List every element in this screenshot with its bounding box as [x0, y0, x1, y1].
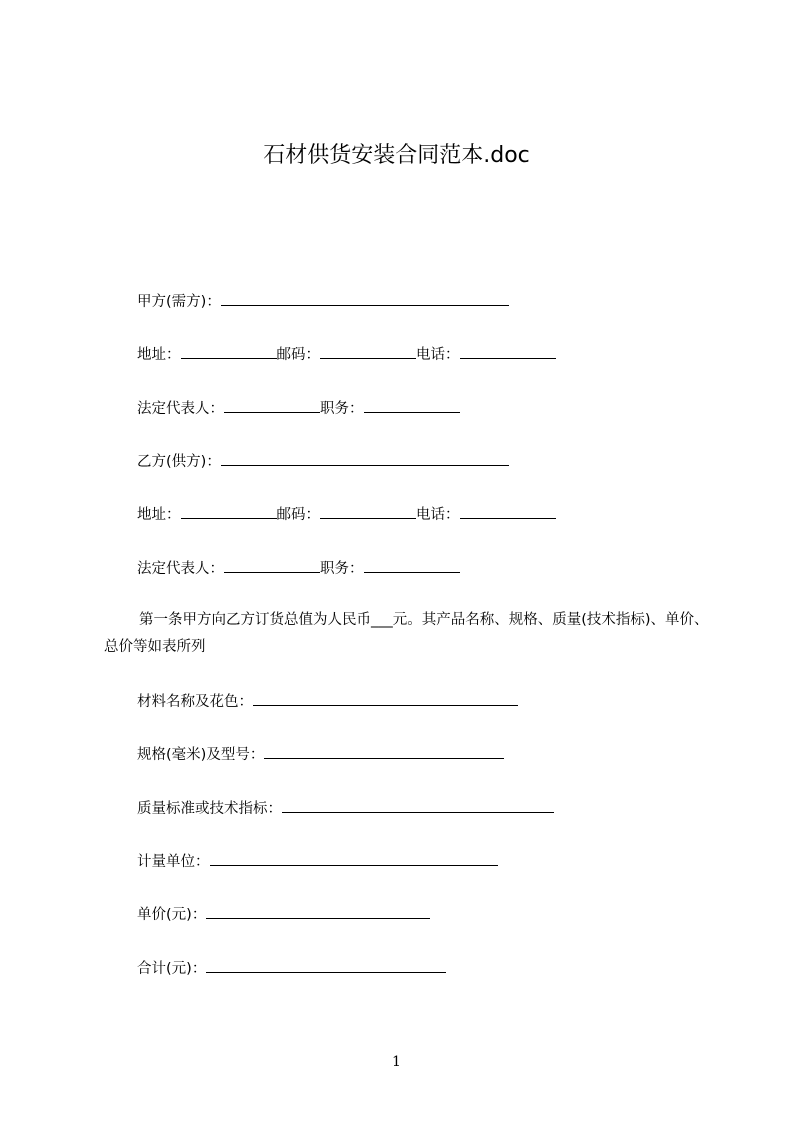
- party-b-address-blank[interactable]: [181, 504, 277, 519]
- party-a-address-blank[interactable]: [181, 344, 277, 359]
- price-label: 单价(元)：: [137, 907, 207, 923]
- spec-line: [137, 744, 504, 765]
- party-b-postcode-blank[interactable]: [320, 504, 416, 519]
- spec-blank[interactable]: [264, 744, 504, 759]
- party-a-rep-blank[interactable]: [224, 398, 320, 413]
- party-a-blank[interactable]: [221, 291, 509, 306]
- total-blank[interactable]: [206, 958, 446, 973]
- total-line: [137, 958, 446, 979]
- quality-label: 质量标准或技术指标：: [137, 801, 282, 817]
- price-blank[interactable]: [206, 904, 430, 919]
- party-b-rep-line: [137, 558, 460, 579]
- party-a-rep-line: [137, 398, 460, 419]
- article-1-paragraph: [104, 607, 710, 661]
- party-a-postcode-blank[interactable]: [320, 344, 416, 359]
- party-b-phone-label: 电话：: [416, 507, 460, 523]
- party-a-line: [137, 291, 509, 312]
- party-a-position-blank[interactable]: [364, 398, 460, 413]
- material-blank[interactable]: [253, 691, 518, 706]
- total-label: 合计(元)：: [137, 961, 207, 977]
- party-b-blank[interactable]: [221, 451, 509, 466]
- party-b-label: 乙方(供方)：: [137, 454, 221, 470]
- price-line: [137, 904, 430, 925]
- party-b-phone-blank[interactable]: [460, 504, 556, 519]
- article-1-amount-blank[interactable]: ___: [371, 612, 393, 628]
- party-a-phone-blank[interactable]: [460, 344, 556, 359]
- party-a-position-label: 职务：: [320, 401, 364, 417]
- party-b-rep-blank[interactable]: [224, 558, 320, 573]
- spec-label: 规格(毫米)及型号：: [137, 747, 265, 763]
- material-line: [137, 691, 518, 712]
- unit-label: 计量单位：: [137, 854, 210, 870]
- party-b-position-label: 职务：: [320, 561, 364, 577]
- party-b-contact-line: [137, 504, 556, 525]
- article-1-text-start: 第一条甲方向乙方订货总值为人民币: [139, 612, 371, 628]
- party-a-rep-label: 法定代表人：: [137, 401, 224, 417]
- quality-blank[interactable]: [282, 798, 554, 813]
- page-number: 1: [392, 1054, 401, 1070]
- material-label: 材料名称及花色：: [137, 694, 253, 710]
- article-1-text-end: 元。其产品名称、规格、质量(技术指标)、单价、总价等如表所列: [104, 612, 709, 655]
- party-a-label: 甲方(需方)：: [137, 294, 221, 310]
- unit-line: [137, 851, 498, 872]
- party-a-address-label: 地址：: [137, 347, 181, 363]
- document-title: 石材供货安装合同范本.doc: [263, 143, 530, 168]
- party-a-postcode-label: 邮码：: [276, 347, 320, 363]
- party-b-rep-label: 法定代表人：: [137, 561, 224, 577]
- quality-line: [137, 798, 554, 819]
- unit-blank[interactable]: [210, 851, 498, 866]
- party-b-line: [137, 451, 509, 472]
- party-a-contact-line: [137, 344, 556, 365]
- party-a-phone-label: 电话：: [416, 347, 460, 363]
- party-b-address-label: 地址：: [137, 507, 181, 523]
- party-b-postcode-label: 邮码：: [276, 507, 320, 523]
- party-b-position-blank[interactable]: [364, 558, 460, 573]
